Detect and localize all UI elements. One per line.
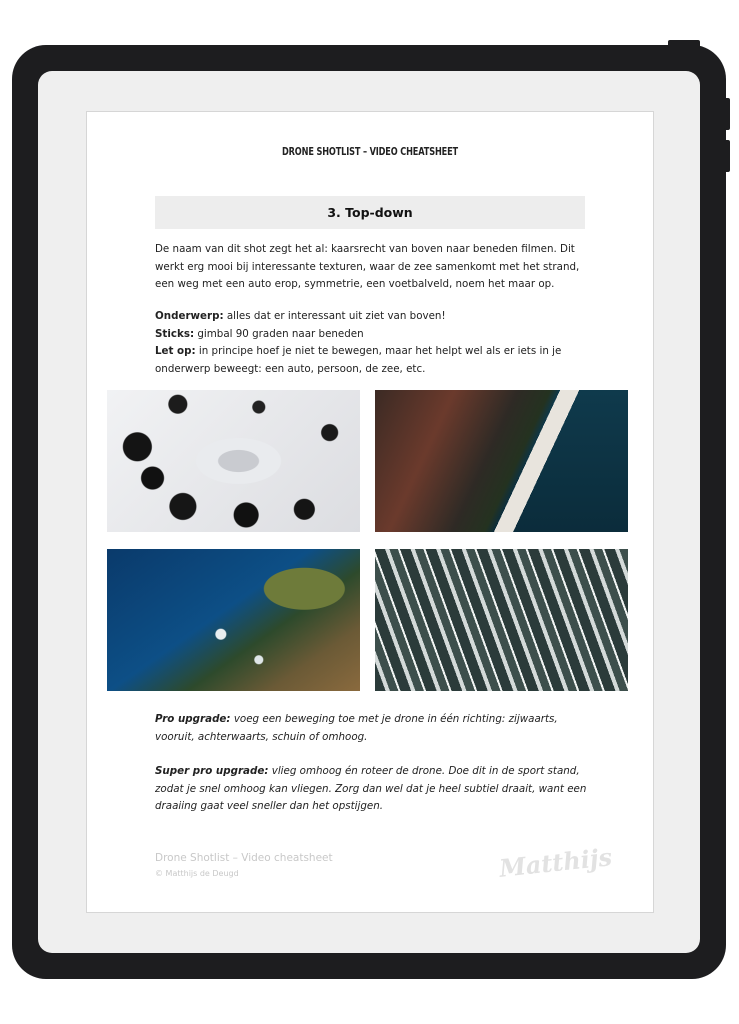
- volume-up-button: [724, 98, 730, 130]
- pro-upgrade-text: voeg een beweging toe met je drone in één richting: zijwaarts, vooruit, achterwaarts, schuin of omhoog.: [155, 713, 558, 743]
- signature-logo: Matthijs: [497, 842, 614, 883]
- intro-paragraph: De naam van dit shot zegt het al: kaarsrecht van boven naar beneden filmen. Dit werkt erg mooi bij interessante texturen, waar de zee samenkomt met het strand, een weg met een auto erop, symmetrie, een voetbalveld, noem het maar op.: [155, 243, 580, 290]
- coastal-town-photo: [375, 390, 628, 532]
- document-page: [86, 111, 654, 913]
- snowy-building-photo: [107, 390, 360, 532]
- super-pro-upgrade-label: Super pro upgrade:: [155, 765, 269, 777]
- footer-title: Drone Shotlist – Video cheatsheet: [155, 852, 333, 864]
- details-paragraph: [155, 308, 587, 378]
- pro-upgrade-label: Pro upgrade:: [155, 713, 231, 725]
- onderwerp-label: Onderwerp:: [155, 310, 224, 322]
- letop-text: in principe hoef je niet te bewegen, maar het helpt wel als er iets in je onderwerp beweegt: een auto, persoon, de zee, etc.: [155, 345, 562, 375]
- document-header-title: DRONE SHOTLIST – VIDEO CHEATSHEET: [282, 146, 458, 158]
- onderwerp-text: alles dat er interessant uit ziet van boven!: [223, 310, 446, 322]
- super-pro-upgrade-text: vlieg omhoog én roteer de drone. Doe dit in de sport stand, zodat je snel omhoog kan vliegen. Zorg dan wel dat je heel subtiel draait, want een draaiing gaat veel sneller dan het opstijgen.: [155, 765, 587, 812]
- letop-label: Let op:: [155, 345, 196, 357]
- waves-photo: [375, 549, 628, 691]
- pro-upgrade-paragraph: [155, 711, 587, 746]
- power-button: [668, 40, 700, 48]
- super-pro-upgrade-paragraph: [155, 763, 587, 816]
- footer-copyright: © Matthijs de Deugd: [155, 869, 239, 878]
- rocky-coast-photo: [107, 549, 360, 691]
- tablet-screen: [38, 71, 700, 953]
- section-title: 3. Top-down: [155, 196, 585, 229]
- sticks-text: gimbal 90 graden naar beneden: [194, 327, 364, 340]
- volume-down-button: [724, 140, 730, 172]
- sticks-label: Sticks:: [155, 327, 195, 340]
